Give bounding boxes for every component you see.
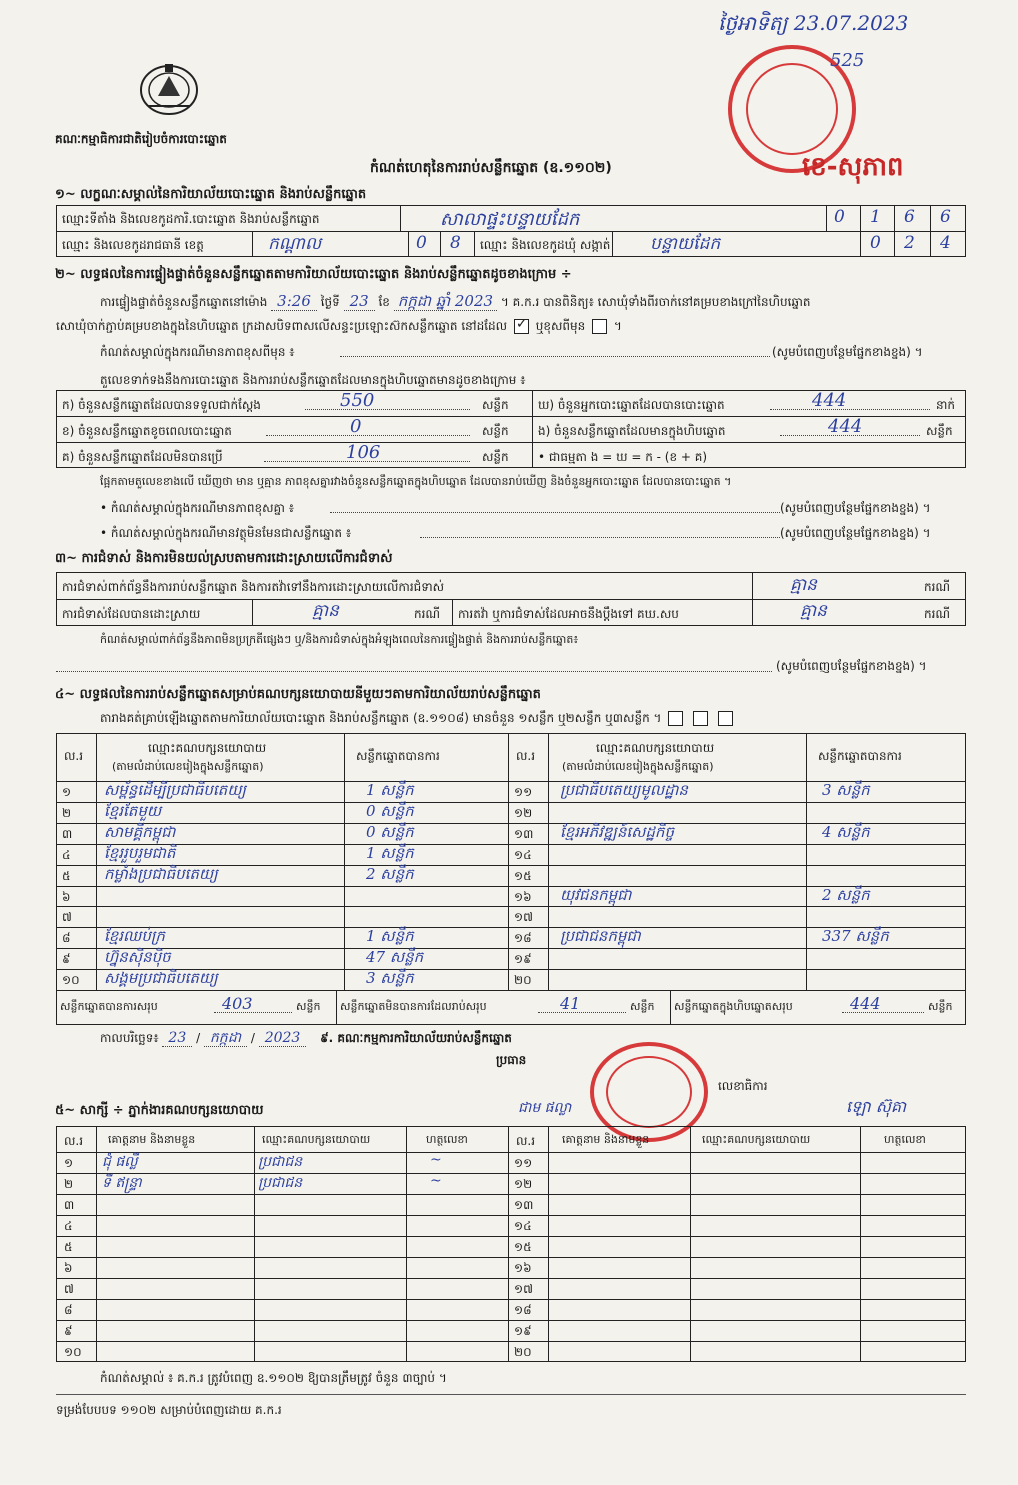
changed-note-label: កំណត់សម្គាល់ក្នុងករណីមានភាពខុសពីមុន ៖ xyxy=(100,345,295,359)
check-mark-icon: ✓ xyxy=(515,316,528,332)
commune-value: បន្ទាយដែក xyxy=(650,234,721,254)
section4-heading: ៤~ លទ្ធផលនៃការរាប់សន្លឹកឆ្នោតសម្រាប់គណបក្សនយោបាយនីមួយៗតាមការិយាល័យរាប់សន្លឹកឆ្នោត xyxy=(55,687,541,702)
result-row-party: ខ្មែរឈប់ក្រ xyxy=(104,927,165,946)
irregularity-note: កំណត់សម្គាល់ពាក់ព័ន្ធនឹងភាពមិនប្រក្រតីផ្សេងៗ ឬ/និងការជំទាស់ក្នុងអំឡុងពេលនៃការផ្ទៀងផ្ទាត់ និងការរាប់សន្លឹកឆ្នោត៖ xyxy=(100,633,579,646)
result-row-party: កម្លាំងប្រជាធិបតេយ្យ xyxy=(104,864,218,883)
complaint-value: គ្មាន xyxy=(790,575,817,595)
total-valid-unit: សន្លឹក xyxy=(296,1000,321,1013)
result-row-no: ១៤ xyxy=(514,847,532,862)
witness-col-party-right: ឈ្មោះគណបក្សនយោបាយ xyxy=(702,1133,811,1146)
secretary-label: លេខាធិការ xyxy=(718,1079,768,1093)
result-row-no: ១១ xyxy=(514,785,533,799)
total-valid-label: សន្លឹកឆ្នោតបានការសរុប xyxy=(60,1000,158,1013)
witness-row-no: ១២ xyxy=(514,1177,533,1191)
result-row-no: ៥ xyxy=(62,868,71,883)
counts-intro: តួលេខទាក់ទងនឹងការបោះឆ្នោត និងការរាប់សន្លឹកឆ្នោតដែលមានក្នុងហិបឆ្នោតមានដូចខាងក្រោម ៖ xyxy=(100,373,526,387)
note-invalid-objects: • កំណត់សម្គាល់ក្នុងករណីមានវត្ថុមិនមែនជាសន្លឹកឆ្នោត ៖ xyxy=(100,526,352,540)
witness-row-name: ជុំ ផល្លី xyxy=(102,1154,138,1170)
results-col-party-sub-left: (តាមលំដាប់លេខរៀងក្នុងសន្លឹកឆ្នោត) xyxy=(112,760,264,773)
witness-col-name-right: គោត្តនាម និងនាមខ្លួន xyxy=(562,1133,650,1146)
count-kh-unit: សន្លឹក xyxy=(482,424,509,438)
polling-code-2: 1 xyxy=(870,207,881,227)
total-valid-value: 403 xyxy=(222,994,253,1013)
count-gh-value: 444 xyxy=(812,390,847,411)
count-k-label: ក) ចំនួនសន្លឹកឆ្នោតដែលបានទទួលជាក់ស្ដែង xyxy=(62,398,261,412)
total-invalid-unit: សន្លឹក xyxy=(630,1000,655,1013)
results-col-votes-left: សន្លឹកឆ្នោតបានការ xyxy=(356,749,440,763)
count-gh-label: ឃ) ចំនួនអ្នកបោះឆ្នោតដែលបានបោះឆ្នោត xyxy=(538,398,725,412)
date-label: កាលបរិច្ឆេទ៖ xyxy=(100,1031,159,1045)
result-row-party: ហ្វ៊ុនស៊ិនប៉ិច xyxy=(104,948,171,967)
appeal-value: គ្មាន xyxy=(800,601,827,621)
result-row-no: ១២ xyxy=(514,805,533,820)
results-col-no-right: ល.រ xyxy=(516,749,536,763)
count-kh-label: ខ) ចំនួនសន្លឹកឆ្នោតខូចពេលបោះឆ្នោត xyxy=(62,424,232,438)
fill-hint-4: (សូមបំពេញបន្ថែមផ្នែកខាងខ្នង) ។ xyxy=(776,659,927,673)
count-k-value: 550 xyxy=(340,390,375,411)
appeal-unit: ករណី xyxy=(924,607,951,621)
count-ng-unit: សន្លឹក xyxy=(926,424,953,438)
section3-heading: ៣~ ការជំទាស់ និងការមិនយល់ស្របតាមការដោះស្រាយលើការជំទាស់ xyxy=(55,551,393,566)
result-row-no: ៦ xyxy=(62,889,71,904)
date-year: 2023 xyxy=(259,1030,307,1047)
witness-col-name-left: គោត្តនាម និងនាមខ្លួន xyxy=(108,1133,196,1146)
result-row-votes: 2 សន្លឹក xyxy=(366,864,414,883)
result-row-no: ១៨ xyxy=(514,931,532,946)
witness-table xyxy=(56,1126,966,1362)
witness-row-sign: ~ xyxy=(430,1173,442,1189)
polling-code-3: 6 xyxy=(904,207,915,227)
result-row-party: សម្ព័ន្ធដើម្បីប្រជាធិបតេយ្យ xyxy=(104,781,246,799)
verify-month: កក្កដា ឆ្នាំ 2023 xyxy=(394,292,497,311)
fill-hint-1: (សូមបំពេញបន្ថែមផ្នែកខាងខ្នង) ។ xyxy=(772,345,923,359)
witness-row-no: ២០ xyxy=(514,1345,532,1359)
result-row-votes: 1 សន្លឹក xyxy=(366,781,414,799)
result-row-no: ១ xyxy=(62,785,72,799)
witness-row-no: ៥ xyxy=(64,1240,73,1254)
total-invalid-label: សន្លឹកឆ្នោតមិនបានការដែលរាប់សរុប xyxy=(340,1000,487,1013)
witness-row-no: ១៨ xyxy=(514,1303,532,1317)
org-name: គណៈកម្មាធិការជាតិរៀបចំការបោះឆ្នោត xyxy=(55,132,227,146)
witness-row-no: ៣ xyxy=(64,1198,75,1212)
complaint-label: ការជំទាស់ពាក់ព័ន្ធនឹងការរាប់សន្លឹកឆ្នោត និងការតវ៉ាទៅនឹងការដោះស្រាយលើការជំទាស់ xyxy=(62,580,445,594)
result-row-votes: 3 សន្លឹក xyxy=(366,969,414,988)
province-code-1: 0 xyxy=(416,233,427,253)
resolved-unit: ករណី xyxy=(414,607,441,621)
commune-handwritten: ខេ-សុភាព xyxy=(802,152,904,182)
result-row-party: សាមគ្គីកម្ពុជា xyxy=(104,822,176,841)
result-row-no: ១៧ xyxy=(514,910,533,925)
result-row-no: ១៦ xyxy=(514,889,532,904)
result-row-votes: 2 សន្លឹក xyxy=(822,885,870,904)
section2-heading: ២~ លទ្ធផលនៃការផ្ទៀងផ្ទាត់ចំនួនសន្លឹកឆ្នោតតាមការិយាល័យបោះឆ្នោត និងរាប់សន្លឹកឆ្នោតដូចខាងក្រោម ÷ xyxy=(55,267,572,282)
date-month: កក្កដា xyxy=(204,1030,247,1047)
result-row-votes: 337 សន្លឹក xyxy=(822,927,889,946)
witness-col-party-left: ឈ្មោះគណបក្សនយោបាយ xyxy=(262,1133,371,1146)
result-row-no: ២ xyxy=(62,805,72,820)
total-box-unit: សន្លឹក xyxy=(928,1000,953,1013)
resolved-label: ការជំទាស់ដែលបានដោះស្រាយ xyxy=(62,607,201,621)
result-row-votes: 0 សន្លឹក xyxy=(366,801,414,820)
result-row-party: ខ្មែរតែមួយ xyxy=(104,801,162,820)
verify-day: 23 xyxy=(344,292,375,311)
result-row-party: ខ្មែរអភិវឌ្ឍន៍សេដ្ឋកិច្ច xyxy=(560,822,674,841)
witness-row-no: ៩ xyxy=(64,1324,73,1338)
results-col-party-sub-right: (តាមលំដាប់លេខរៀងក្នុងសន្លឹកឆ្នោត) xyxy=(562,760,714,773)
result-row-no: ១៥ xyxy=(514,868,532,883)
witness-row-no: ១៤ xyxy=(514,1219,532,1233)
commune-code-2: 2 xyxy=(904,233,915,253)
witness-row-no: ៤ xyxy=(64,1219,73,1233)
witness-col-no-left: ល.រ xyxy=(64,1134,84,1148)
result-row-party: យុវជនកម្ពុជា xyxy=(560,885,632,904)
appeal-label: ការតវ៉ា ឬការជំទាស់ដែលអាចនឹងប្ដឹងទៅ គឃ.សប xyxy=(458,607,679,621)
witness-row-name: ទី ឥន្ទ្រា xyxy=(102,1175,142,1191)
province-label: ឈ្មោះ និងលេខកូដរាជធានី ខេត្ត xyxy=(62,238,204,252)
result-row-party: សង្គមប្រជាធិបតេយ្យ xyxy=(104,969,218,988)
chair-name: ជាម ផល្លា xyxy=(518,1100,572,1116)
stamp-date: ថ្ងៃអាទិត្យ 23.07.2023 xyxy=(718,11,909,35)
verify-line2-changed: ឬខុសពីមុន xyxy=(535,319,586,333)
witness-col-sign-right: ហត្ថលេខា xyxy=(884,1133,926,1146)
witness-row-no: ២ xyxy=(64,1177,74,1191)
count-gh-unit: នាក់ xyxy=(936,398,956,412)
section5-heading: ៥~ សាក្សី ÷ ភ្នាក់ងារគណបក្សនយោបាយ xyxy=(55,1103,264,1118)
polling-code-4: 6 xyxy=(940,207,951,227)
tally-3-sheet-checkbox[interactable] xyxy=(718,711,733,726)
form-footer: ទម្រង់បែបបទ ១១០២ សម្រាប់បំពេញដោយ គ.ក.រ xyxy=(56,1403,282,1417)
result-row-no: ១០ xyxy=(62,973,80,988)
result-row-votes: 1 សន្លឹក xyxy=(366,843,414,862)
witness-row-no: ៨ xyxy=(64,1303,73,1317)
witness-col-no-right: ល.រ xyxy=(516,1134,536,1148)
witness-row-no: ១០ xyxy=(64,1345,82,1359)
result-row-no: ២០ xyxy=(514,973,532,988)
tally-1-sheet-checkbox[interactable] xyxy=(668,711,683,726)
nec-logo xyxy=(136,58,202,116)
committee-label: ៩. គណៈកម្មការការិយាល័យរាប់សន្លឹកឆ្នោត xyxy=(320,1031,512,1045)
tally-line: តារាងគត់គ្រាប់ឡើងឆ្នោតតាមការិយាល័យបោះឆ្នោត និងរាប់សន្លឹកឆ្នោត (ឧ.១១០៨) មានចំនួន ១សន្លឹក ឬ២សន្លឹក ឬ៣សន្លឹក ។ xyxy=(100,711,662,725)
count-g-unit: សន្លឹក xyxy=(482,450,509,464)
witness-row-no: ១៩ xyxy=(514,1324,532,1338)
result-row-no: ១៩ xyxy=(514,952,532,967)
count-g-value: 106 xyxy=(346,442,381,463)
commune-label: ឈ្មោះ និងលេខកូដឃុំ សង្កាត់ xyxy=(480,238,611,252)
date-day: 23 xyxy=(162,1030,192,1047)
fill-hint-3: (សូមបំពេញបន្ថែមផ្នែកខាងខ្នង) ។ xyxy=(780,526,931,540)
count-g-label: គ) ចំនួនសន្លឹកឆ្នោតដែលមិនបានប្រើ xyxy=(62,450,223,464)
verify-line-c: ខែ xyxy=(378,295,390,309)
unchanged-checkbox[interactable] xyxy=(514,316,529,334)
verify-line-a: ការផ្ទៀងផ្ទាត់ចំនួនសន្លឹកឆ្នោតនៅម៉ោង xyxy=(100,295,268,309)
result-row-votes: 1 សន្លឹក xyxy=(366,927,414,946)
count-ng-value: 444 xyxy=(828,416,863,437)
verify-time: 3:26 xyxy=(271,292,317,311)
results-col-votes-right: សន្លឹកឆ្នោតបានការ xyxy=(818,749,902,763)
witness-row-no: ៦ xyxy=(64,1261,73,1275)
total-invalid-value: 41 xyxy=(560,994,581,1013)
witness-row-no: ១៥ xyxy=(514,1240,532,1254)
result-row-party: ប្រជាជនកម្ពុជា xyxy=(560,927,641,946)
result-row-no: ១៣ xyxy=(514,826,534,841)
result-row-party: ខ្មែររួបរួមជាតិ xyxy=(104,843,176,862)
count-formula: • ជាធម្មតា ង = ឃ = ក - (ខ + គ) xyxy=(538,450,708,464)
commune-code-1: 0 xyxy=(870,233,881,253)
commune-code-3: 4 xyxy=(940,233,951,253)
witness-row-no: ១៦ xyxy=(514,1261,532,1275)
complaint-unit: ករណី xyxy=(924,580,951,594)
witness-row-party: ប្រជាជន xyxy=(258,1154,303,1170)
footnote: កំណត់សម្គាល់ ៖ គ.ក.រ ត្រូវបំពេញ ឧ.១១០២ ឱ្យបានត្រឹមត្រូវ ចំនួន ៣ច្បាប់ ។ xyxy=(100,1371,447,1385)
note-difference: • កំណត់សម្គាល់ក្នុងករណីមានភាពខុសគ្នា ៖ xyxy=(100,501,295,515)
polling-station-label: ឈ្មោះទីតាំង និងលេខកូដការិ.បោះឆ្នោត និងរាប់សន្លឹកឆ្នោត xyxy=(62,212,320,226)
result-row-votes: 0 សន្លឹក xyxy=(366,822,414,841)
result-row-no: ៨ xyxy=(62,931,71,946)
secretary-name: ឡោ ស៊ុគា xyxy=(846,1097,907,1116)
result-row-no: ៣ xyxy=(62,826,73,841)
fill-hint-2: (សូមបំពេញបន្ថែមផ្នែកខាងខ្នង) ។ xyxy=(780,501,931,515)
province-value: កណ្ដាល xyxy=(268,234,322,254)
result-row-no: ៧ xyxy=(62,910,72,925)
result-row-votes: 4 សន្លឹក xyxy=(822,822,870,841)
count-kh-value: 0 xyxy=(350,416,362,437)
verify-line-b: ថ្ងៃទី xyxy=(320,295,340,309)
polling-code-1: 0 xyxy=(834,207,845,227)
result-row-party: ប្រជាធិបតេយ្យមូលដ្ឋាន xyxy=(560,781,688,799)
difference-check-line: ផ្អែកតាមតួលេខខាងលើ ឃើញថា មាន ឬគ្មាន ភាពខុសគ្នារវាងចំនួនសន្លឹកឆ្នោតក្នុងហិបឆ្នោត ដែលបានរាប់ឃើញ និងចំនួនអ្នកបោះឆ្នោត ដែលបានបោះឆ្នោត ។ xyxy=(100,475,732,488)
resolved-value: គ្មាន xyxy=(312,601,339,621)
witness-col-sign-left: ហត្ថលេខា xyxy=(426,1133,468,1146)
tally-2-sheet-checkbox[interactable] xyxy=(693,711,708,726)
count-ng-label: ង) ចំនួនសន្លឹកឆ្នោតដែលមានក្នុងហិបឆ្នោត xyxy=(538,424,726,438)
result-row-no: ៩ xyxy=(62,952,71,967)
witness-row-no: ១៧ xyxy=(514,1282,533,1296)
total-box-label: សន្លឹកឆ្នោតក្នុងហិបឆ្នោតសរុប xyxy=(674,1000,793,1013)
count-k-unit: សន្លឹក xyxy=(482,398,509,412)
total-box-value: 444 xyxy=(850,994,881,1013)
results-col-no-left: ល.រ xyxy=(64,749,84,763)
witness-row-no: ១៣ xyxy=(514,1198,534,1212)
province-code-2: 8 xyxy=(450,233,461,253)
witness-row-sign: ~ xyxy=(430,1152,442,1168)
verify-line-d: ។ គ.ក.រ បានពិនិត្យ៖ សោឃុំទាំងពីរចាក់នៅគម្របខាងក្រៅនៃហិបឆ្នោត xyxy=(500,295,811,309)
result-row-votes: 47 សន្លឹក xyxy=(366,948,424,967)
verify-line2: សោឃុំចាក់ភ្ជាប់គម្របខាងក្នុងនៃហិបឆ្នោត ក្រដាសបិទពាសលើសន្ទះប្រឡោះស៊កសន្លឹកឆ្នោត នៅដដែល xyxy=(56,319,508,333)
stamp-code: 525 xyxy=(830,50,865,71)
witness-row-party: ប្រជាជន xyxy=(258,1175,303,1191)
results-col-party-left: ឈ្មោះគណបក្សនយោបាយ xyxy=(148,741,267,755)
result-row-votes: 3 សន្លឹក xyxy=(822,781,870,799)
chair-label: ប្រធាន xyxy=(496,1053,527,1067)
polling-station-value: សាលាផ្ទះបន្ទាយដែក xyxy=(440,209,580,230)
result-row-no: ៤ xyxy=(62,847,71,862)
section1-heading: ១~ លក្ខណៈសម្គាល់នៃការិយាល័យបោះឆ្នោត និងរាប់សន្លឹកឆ្នោត xyxy=(55,187,367,202)
witness-row-no: ១១ xyxy=(514,1156,533,1170)
witness-row-no: ៧ xyxy=(64,1282,74,1296)
witness-row-no: ១ xyxy=(64,1156,74,1170)
results-col-party-right: ឈ្មោះគណបក្សនយោបាយ xyxy=(596,741,715,755)
page-title: កំណត់ហេតុនៃការរាប់សន្លឹកឆ្នោត (ឧ.១១០២) xyxy=(370,160,612,176)
changed-checkbox[interactable] xyxy=(592,319,607,334)
